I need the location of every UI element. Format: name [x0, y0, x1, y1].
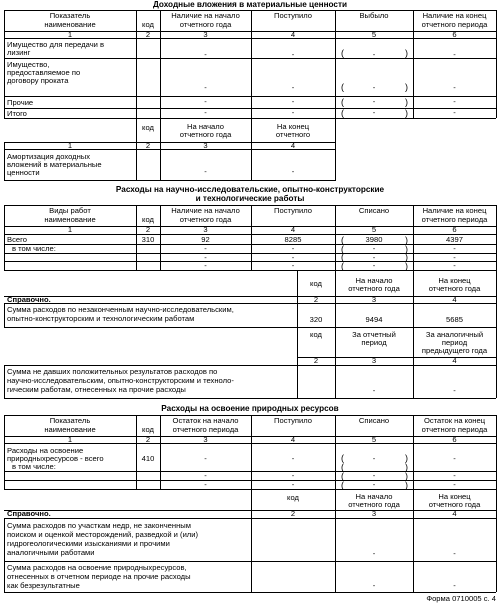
section2-title: Расходы на научно-исследовательские, опытно-конструкторские [115, 185, 385, 194]
header-start-sub: отчетного года [179, 20, 232, 29]
section2-title-2: и технологические работы [195, 194, 305, 203]
colnum: 3 [203, 30, 208, 39]
header-indicator-sub: наименование [44, 20, 96, 29]
form-footer: Форма 0710005 с. 4 [426, 594, 496, 603]
rd-total-end: 4397 [446, 235, 463, 244]
nr-subsoil-label: Сумма расходов по участкам недр, не законченным [7, 521, 191, 530]
nr-reference: Справочно. [7, 509, 51, 518]
row-leasing-label-2: лизинг [7, 48, 31, 57]
rd-reference: Справочно. [7, 295, 51, 304]
header-end-sub: отчетного периода [421, 20, 488, 29]
row-leasing-label: Имущество для передачи в [7, 40, 105, 49]
section1-title: Доходные вложения в материальные ценности [152, 0, 348, 9]
nr-including: в том числе: [12, 462, 56, 471]
rd-total-received: 8285 [284, 235, 302, 244]
nr-total-label: Расходы на освоение [7, 446, 84, 455]
row-total-label: Итого [7, 109, 27, 118]
sub-header-code: код [142, 123, 154, 132]
section3-title: Расходы на освоение природных ресурсов [161, 404, 339, 413]
header-end: Наличие на конец [422, 11, 487, 20]
header-retired: Выбыло [359, 11, 389, 20]
colnum: 4 [290, 30, 296, 39]
rd-including: в том числе: [12, 244, 56, 253]
header-code: код [142, 20, 154, 29]
header-received: Поступило [274, 11, 312, 20]
nr-total-code: 410 [141, 454, 155, 463]
form-page: Доходные вложения в материальные ценности Показатель наименование код Наличие на начало отчетного года Поступило Выбыло Наличие на конец отчетного периода 1 2 3 4 5 6 Имущество для передачи в лизинг - - ( ) - - Имущество, предоставляемое по договору проката - - ( ) - - Прочие - - ( ) - - Итого - - ( ) - - код На начало отчетного года На конец отчетного 1 2 3 4 Амортизация доходных вложений в материальные ценности - - Расходы на научно-исследовательские, опытно-конструкторские и технологические работы Виды работ наименование код Наличие на начало отчетного года Поступило Списано Наличие на конец отчетного периода 1 2 3 4 5 6 Всего 310 92 8285 ( ) 3980 4397 в том числе: - - ( ) - - - - ( ) - - - - ( ) - - код На начало отчетного года На конец отчетного года Справочно. 2 3 4 Сумма расходов по незаконченным научно-исследовательским, опытно-конструкторским и технологическим работам 320 9494 5685 код За отчетный период За аналогичный период предыдущего года 2 3 4 Сумма не давших положительных результатов расходов по научно-исследовательским, опытно-конструкторским и техноло- гическим работам, отнесенных на прочие расходы - - Расходы на освоение природных ресурсов Показатель наименование код Остаток на начало отчетного периода Поступило Списано Остаток на конец отчетного периода 1 2 3 4 5 6 Расходы на освоение природныхресурсов - всего 410 - - ( ) - - в том числе: ( ) - - ( ) - - - - ( ) - - код На начало отчетного года На конец отчетного года Справочно. 2 3 4 Сумма расходов по участкам недр, не законченным поиском и оценкой месторождений, разведкой и (или) гидрогеологическими изысканиями и прочими аналогичными работами - - Сумма расходов на освоение природныхресурсов, отнесенных в отчетном периоде на прочие расходы как безрезультатные - - Форма 0710005 с. 4 [0, 0, 500, 604]
colnum: 2 [145, 30, 151, 39]
header-indicator: Показатель [49, 11, 91, 20]
colnum: 1 [67, 30, 73, 39]
rd-total-label: Всего [7, 235, 27, 244]
colnum: 6 [452, 30, 457, 39]
rd-total-start: 92 [201, 235, 210, 244]
amortization-label: Амортизация доходных [7, 152, 91, 161]
rd-unfinished-label: Сумма расходов по незаконченным научно-исследовательским, [7, 305, 234, 314]
rd-unsuccessful-label: Сумма не давших положительных результатов расходов по [7, 367, 218, 376]
colnum: 5 [371, 30, 377, 39]
rd-total-code: 310 [141, 235, 155, 244]
header-kind: Виды работ [49, 206, 91, 215]
row-other-label: Прочие [7, 98, 34, 107]
nr-other-label: Сумма расходов на освоение природныхресурсов, [7, 563, 187, 572]
row-rental-label: Имущество, [7, 60, 50, 69]
header-start: Наличие на начало [171, 11, 240, 20]
rd-total-written-off: 3980 [365, 235, 383, 244]
